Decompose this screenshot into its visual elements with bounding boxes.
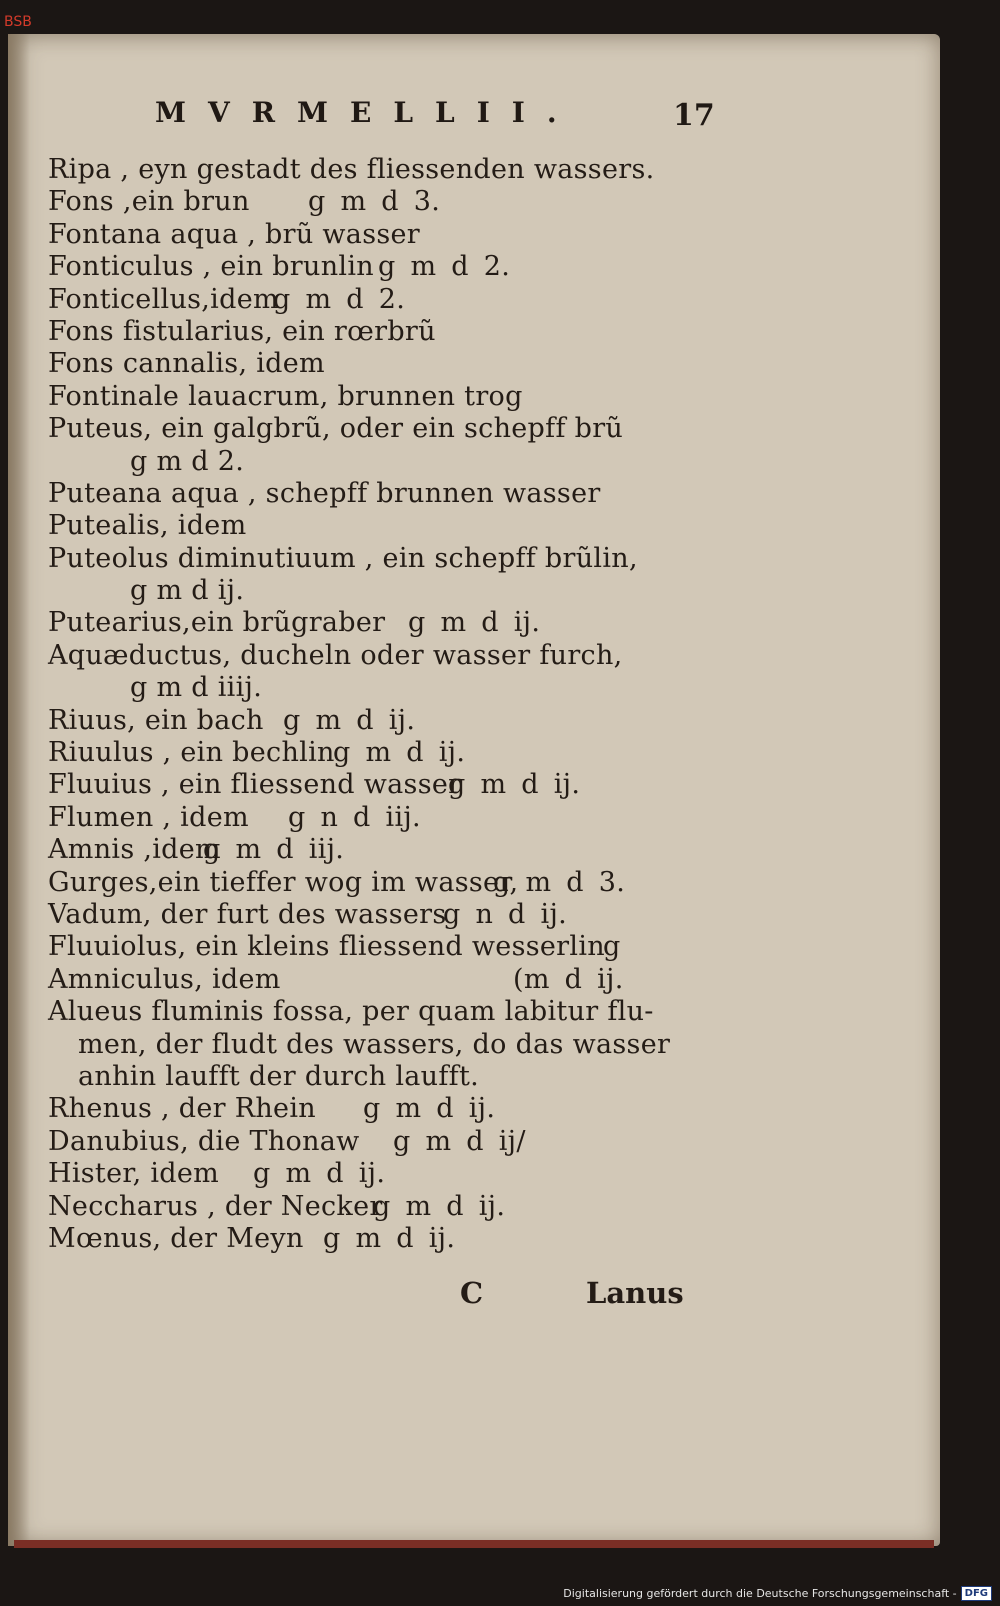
grammar-note: g m d ij.	[373, 1190, 506, 1222]
entry-text: Fonticellus,idem	[48, 283, 279, 315]
entry-text: Fluuius , ein fliessend wasser	[48, 769, 462, 801]
entry-text: Fontinale lauacrum, brunnen trog	[48, 380, 523, 412]
text-line	[48, 219, 708, 251]
entry-text: Gurges,ein tieffer wog im wasser,	[48, 866, 519, 898]
text-line	[48, 705, 708, 737]
entry-text: Amniculus, idem	[48, 963, 281, 995]
text-line	[48, 607, 708, 639]
running-head: MVRMELLII.	[155, 96, 579, 129]
text-line	[48, 1093, 708, 1125]
text-block	[48, 154, 708, 1255]
text-line	[48, 543, 708, 575]
text-line	[48, 964, 708, 996]
grammar-note: g m d 2.	[273, 283, 406, 315]
text-line	[48, 186, 708, 218]
text-line	[48, 996, 708, 1028]
entry-text: Riuulus , ein bechlin	[48, 737, 335, 769]
grammar-note: g m d ij.	[363, 1093, 496, 1125]
entry-text: Fons fistularius, ein rœrbrũ	[48, 315, 436, 347]
entry-text: Putearius,ein brũgraber	[48, 607, 386, 639]
text-line	[48, 1158, 708, 1190]
grammar-note: g m d ij.	[323, 1222, 456, 1254]
text-line	[48, 478, 708, 510]
text-line	[48, 640, 708, 672]
grammar-note: g m d ij.	[408, 607, 541, 639]
text-line	[48, 899, 708, 931]
entry-text: Fonticulus , ein brunlin	[48, 251, 374, 283]
text-line	[48, 672, 708, 704]
grammar-note: g m d ij.	[448, 769, 581, 801]
dfg-logo-icon: DFG	[961, 1586, 992, 1601]
entry-text: Ripa , eyn gestadt des fliessenden wassers.	[48, 154, 655, 185]
page-number: 17	[673, 98, 715, 133]
text-line	[48, 575, 708, 607]
entry-text: Riuus, ein bach	[48, 704, 264, 736]
entry-text: Flumen , idem	[48, 801, 249, 833]
entry-text: Danubius, die Thonaw	[48, 1125, 360, 1157]
entry-text: Neccharus , der Necker	[48, 1190, 383, 1222]
text-line	[48, 1029, 708, 1061]
library-mark: BSB	[4, 14, 32, 30]
entry-text: Vadum, der furt des wassers	[48, 898, 447, 930]
entry-text: Hister, idem	[48, 1158, 220, 1190]
entry-text: anhin laufft der durch laufft.	[78, 1060, 479, 1092]
grammar-note: g m d 3.	[308, 186, 441, 218]
entry-text: Mœnus, der Meyn	[48, 1222, 304, 1254]
digitization-footer	[563, 1586, 992, 1601]
text-line	[48, 737, 708, 769]
catch-line	[460, 1276, 700, 1310]
grammar-note: g n d iij.	[288, 801, 421, 833]
page-header	[155, 96, 715, 136]
page-edge-strip	[14, 1540, 934, 1548]
grammar-note: g m d ij/	[393, 1125, 526, 1157]
grammar-note: g m d ij.	[253, 1158, 386, 1190]
entry-text: Fons cannalis, idem	[48, 348, 325, 380]
grammar-note: g m d 2.	[378, 251, 511, 283]
grammar-note: g	[603, 931, 621, 963]
grammar-note: g m d iij.	[203, 834, 345, 866]
grammar-note: g m d 3.	[493, 866, 626, 898]
text-line	[48, 1126, 708, 1158]
entry-text: Fons ,ein brun	[48, 186, 250, 218]
entry-text: g m d 2.	[130, 445, 245, 477]
text-line	[48, 931, 708, 963]
text-line	[48, 1061, 708, 1093]
text-line	[48, 1191, 708, 1223]
text-line	[48, 284, 708, 316]
entry-text: g m d iiij.	[130, 672, 263, 704]
text-line	[48, 348, 708, 380]
entry-text: g m d ij.	[130, 575, 245, 607]
entry-text: Rhenus , der Rhein	[48, 1093, 316, 1125]
text-line	[48, 834, 708, 866]
text-line	[48, 413, 708, 445]
text-line	[48, 381, 708, 413]
entry-text: men, der fludt des wassers, do das wasser	[78, 1028, 671, 1060]
entry-text: Fluuiolus, ein kleins fliessend wesserlin	[48, 931, 605, 963]
entry-text: Alueus fluminis fossa, per quam labitur flu-	[48, 996, 654, 1028]
text-line	[48, 251, 708, 283]
text-line	[48, 446, 708, 478]
signature-mark: C	[460, 1276, 484, 1310]
text-line	[48, 1223, 708, 1255]
grammar-note: g n d ij.	[443, 898, 567, 930]
text-line	[48, 802, 708, 834]
text-line	[48, 154, 708, 186]
grammar-note: g m d ij.	[333, 737, 466, 769]
entry-text: Aquæductus, ducheln oder wasser furch,	[48, 639, 623, 671]
entry-text: Puteolus diminutiuum , ein schepff brũlin,	[48, 542, 638, 574]
footer-credit: Digitalisierung gefördert durch die Deutsche Forschungsgemeinschaft -	[563, 1587, 957, 1600]
grammar-note: g m d ij.	[283, 704, 416, 736]
entry-text: Putealis, idem	[48, 510, 247, 542]
text-line	[48, 510, 708, 542]
grammar-note: (m d ij.	[513, 963, 624, 995]
entry-text: Puteana aqua , schepff brunnen wasser	[48, 477, 601, 509]
text-line	[48, 769, 708, 801]
text-line	[48, 867, 708, 899]
text-line	[48, 316, 708, 348]
entry-text: Fontana aqua , brũ wasser	[48, 218, 420, 250]
entry-text: Puteus, ein galgbrũ, oder ein schepff brũ	[48, 413, 624, 445]
catchword: Lanus	[586, 1276, 684, 1310]
entry-text: Amnis ,idem	[48, 834, 221, 866]
